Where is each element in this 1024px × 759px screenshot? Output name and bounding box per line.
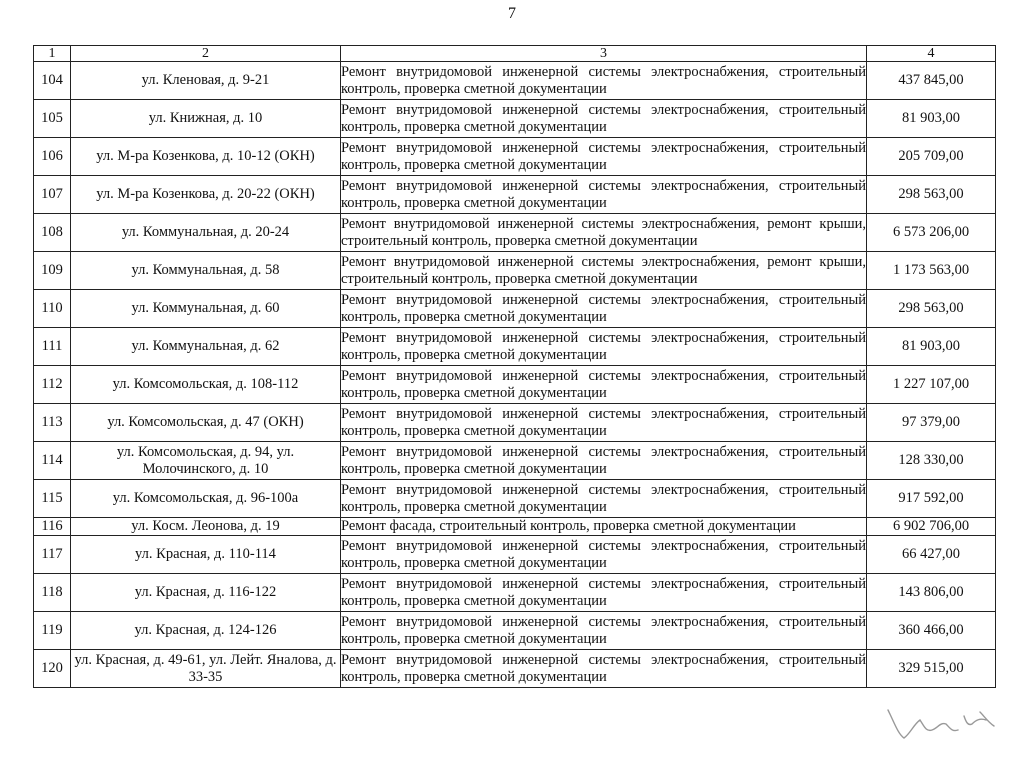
- row-number: 105: [34, 100, 71, 138]
- row-sum: 1 173 563,00: [867, 252, 996, 290]
- row-address: ул. Коммунальная, д. 60: [71, 290, 341, 328]
- header-col-4: 4: [867, 46, 996, 62]
- row-sum: 917 592,00: [867, 480, 996, 518]
- row-work: Ремонт внутридомовой инженерной системы электроснабжения, строительный контроль, проверка сметной документации: [341, 612, 867, 650]
- row-address: ул. Красная, д. 116-122: [71, 574, 341, 612]
- row-work: Ремонт внутридомовой инженерной системы электроснабжения, ремонт крыши, строительный контроль, проверка сметной документации: [341, 252, 867, 290]
- row-sum: 81 903,00: [867, 100, 996, 138]
- row-sum: 205 709,00: [867, 138, 996, 176]
- row-sum: 1 227 107,00: [867, 366, 996, 404]
- table-row: [34, 62, 996, 100]
- row-number: 110: [34, 290, 71, 328]
- row-address: ул. Красная, д. 49-61, ул. Лейт. Яналова, д. 33-35: [71, 650, 341, 688]
- table-row: [34, 214, 996, 252]
- header-col-2: 2: [71, 46, 341, 62]
- row-number: 115: [34, 480, 71, 518]
- row-number: 109: [34, 252, 71, 290]
- table-row: [34, 574, 996, 612]
- table-row: [34, 366, 996, 404]
- table-row: [34, 176, 996, 214]
- row-number: 112: [34, 366, 71, 404]
- row-address: ул. Комсомольская, д. 108-112: [71, 366, 341, 404]
- row-sum: 437 845,00: [867, 62, 996, 100]
- row-number: 106: [34, 138, 71, 176]
- row-number: 114: [34, 442, 71, 480]
- row-work: Ремонт внутридомовой инженерной системы электроснабжения, строительный контроль, проверка сметной документации: [341, 366, 867, 404]
- row-sum: 298 563,00: [867, 176, 996, 214]
- row-address: ул. Кленовая, д. 9-21: [71, 62, 341, 100]
- row-sum: 329 515,00: [867, 650, 996, 688]
- table-row: [34, 404, 996, 442]
- row-number: 116: [34, 518, 71, 536]
- row-work: Ремонт внутридомовой инженерной системы электроснабжения, строительный контроль, проверка сметной документации: [341, 574, 867, 612]
- table-row: [34, 138, 996, 176]
- table-row: [34, 328, 996, 366]
- table-row: [34, 252, 996, 290]
- table-header-row: [34, 46, 996, 62]
- row-work: Ремонт внутридомовой инженерной системы электроснабжения, строительный контроль, проверка сметной документации: [341, 100, 867, 138]
- row-sum: 128 330,00: [867, 442, 996, 480]
- row-work: Ремонт внутридомовой инженерной системы электроснабжения, строительный контроль, проверка сметной документации: [341, 62, 867, 100]
- row-work: Ремонт внутридомовой инженерной системы электроснабжения, строительный контроль, проверка сметной документации: [341, 290, 867, 328]
- row-address: ул. М-ра Козенкова, д. 10-12 (ОКН): [71, 138, 341, 176]
- row-address: ул. Книжная, д. 10: [71, 100, 341, 138]
- handwritten-signature: [880, 700, 1000, 745]
- works-table: [33, 45, 996, 688]
- header-col-1: 1: [34, 46, 71, 62]
- row-number: 119: [34, 612, 71, 650]
- row-number: 113: [34, 404, 71, 442]
- row-work: Ремонт внутридомовой инженерной системы электроснабжения, строительный контроль, проверка сметной документации: [341, 442, 867, 480]
- row-sum: 66 427,00: [867, 536, 996, 574]
- table-row: [34, 518, 996, 536]
- row-sum: 298 563,00: [867, 290, 996, 328]
- row-sum: 360 466,00: [867, 612, 996, 650]
- row-address: ул. Красная, д. 124-126: [71, 612, 341, 650]
- row-number: 111: [34, 328, 71, 366]
- row-work: Ремонт внутридомовой инженерной системы электроснабжения, строительный контроль, проверка сметной документации: [341, 480, 867, 518]
- row-work: Ремонт фасада, строительный контроль, проверка сметной документации: [341, 518, 867, 536]
- row-number: 107: [34, 176, 71, 214]
- row-number: 104: [34, 62, 71, 100]
- row-address: ул. Коммунальная, д. 58: [71, 252, 341, 290]
- row-work: Ремонт внутридомовой инженерной системы электроснабжения, строительный контроль, проверка сметной документации: [341, 650, 867, 688]
- row-sum: 97 379,00: [867, 404, 996, 442]
- table-row: [34, 290, 996, 328]
- row-number: 118: [34, 574, 71, 612]
- table-row: [34, 442, 996, 480]
- row-number: 108: [34, 214, 71, 252]
- row-work: Ремонт внутридомовой инженерной системы электроснабжения, строительный контроль, проверка сметной документации: [341, 536, 867, 574]
- table-row: [34, 650, 996, 688]
- row-address: ул. Комсомольская, д. 96-100а: [71, 480, 341, 518]
- row-address: ул. Комсомольская, д. 94, ул. Молочинского, д. 10: [71, 442, 341, 480]
- row-sum: 143 806,00: [867, 574, 996, 612]
- page-number: 7: [508, 5, 516, 22]
- row-work: Ремонт внутридомовой инженерной системы электроснабжения, строительный контроль, проверка сметной документации: [341, 176, 867, 214]
- row-address: ул. Косм. Леонова, д. 19: [71, 518, 341, 536]
- row-sum: 81 903,00: [867, 328, 996, 366]
- row-work: Ремонт внутридомовой инженерной системы электроснабжения, строительный контроль, проверка сметной документации: [341, 404, 867, 442]
- row-address: ул. Красная, д. 110-114: [71, 536, 341, 574]
- row-work: Ремонт внутридомовой инженерной системы электроснабжения, ремонт крыши, строительный контроль, проверка сметной документации: [341, 214, 867, 252]
- row-number: 117: [34, 536, 71, 574]
- row-number: 120: [34, 650, 71, 688]
- row-address: ул. М-ра Козенкова, д. 20-22 (ОКН): [71, 176, 341, 214]
- row-sum: 6 902 706,00: [867, 518, 996, 536]
- row-work: Ремонт внутридомовой инженерной системы электроснабжения, строительный контроль, проверка сметной документации: [341, 328, 867, 366]
- row-address: ул. Комсомольская, д. 47 (ОКН): [71, 404, 341, 442]
- row-address: ул. Коммунальная, д. 20-24: [71, 214, 341, 252]
- header-col-3: 3: [341, 46, 867, 62]
- row-address: ул. Коммунальная, д. 62: [71, 328, 341, 366]
- table-row: [34, 536, 996, 574]
- table-row: [34, 612, 996, 650]
- row-work: Ремонт внутридомовой инженерной системы электроснабжения, строительный контроль, проверка сметной документации: [341, 138, 867, 176]
- table-row: [34, 480, 996, 518]
- table-row: [34, 100, 996, 138]
- row-sum: 6 573 206,00: [867, 214, 996, 252]
